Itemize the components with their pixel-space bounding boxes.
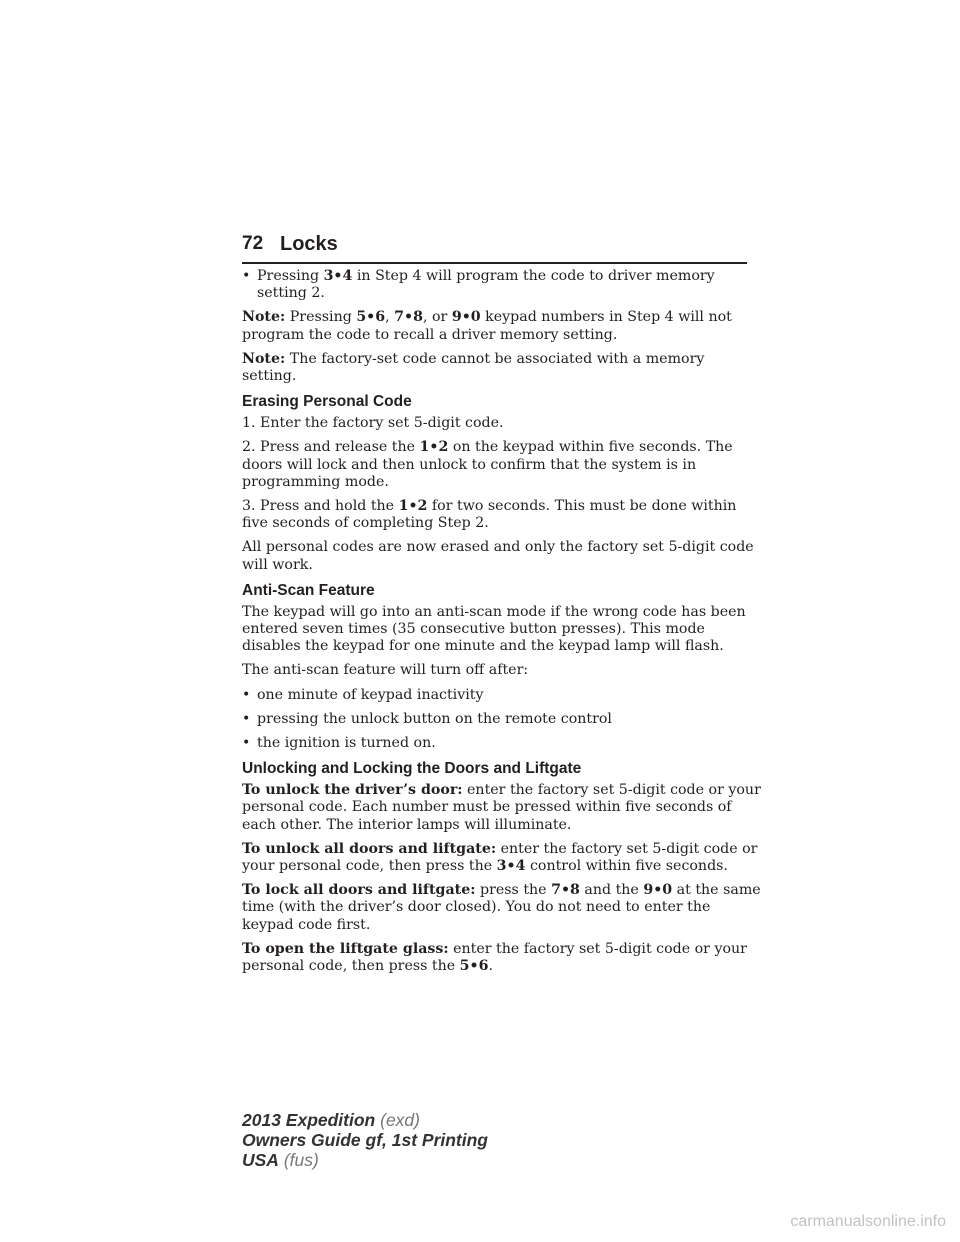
lock-all-paragraph: To lock all doors and liftgate: press the 7•8 and the 9•0 at the same time (with the driver’s door closed). You do not need to enter the keypad code first.	[242, 882, 761, 933]
page-content	[242, 268, 762, 982]
note-label: Note:	[242, 309, 286, 326]
section-title: Locks	[280, 233, 338, 255]
erasing-step-2: 2. Press and release the 1•2 on the keypad within five seconds. The doors will lock and then unlock to confirm that the system is in programming mode.	[242, 439, 733, 490]
note-label: Note:	[242, 350, 286, 367]
note-paragraph: Note: Pressing 5•6, 7•8, or 9•0 keypad numbers in Step 4 will not program the code to recall a driver memory setting.	[242, 309, 732, 343]
footer-line: Owners Guide gf, 1st Printing	[242, 1130, 488, 1150]
note-paragraph: Note: The factory-set code cannot be associated with a memory setting.	[242, 350, 705, 385]
keypad-key: 3•4	[323, 268, 353, 284]
print-footer	[242, 1110, 488, 1170]
antiscan-heading: Anti-Scan Feature	[242, 581, 375, 599]
erasing-closing: All personal codes are now erased and only the factory set 5-digit code will work.	[242, 539, 754, 573]
bullet-icon: •	[242, 710, 251, 727]
erasing-heading: Erasing Personal Code	[242, 393, 412, 411]
list-item: • the ignition is turned on.	[242, 735, 436, 752]
page-number: 72	[242, 233, 264, 254]
bullet-icon: •	[242, 686, 251, 703]
antiscan-intro: The anti-scan feature will turn off after:	[242, 662, 529, 679]
watermark: carmanualsonline.info	[790, 1213, 946, 1230]
list-item: • pressing the unlock button on the remote control	[242, 710, 612, 727]
liftgate-glass-paragraph: To open the liftgate glass: enter the factory set 5-digit code or your personal code, then press the 5•6.	[242, 940, 747, 975]
erasing-step-3: 3. Press and hold the 1•2 for two seconds. This must be done within five seconds of completing Step 2.	[242, 498, 737, 532]
bullet-icon: •	[242, 735, 251, 752]
erasing-step-1: 1. Enter the factory set 5-digit code.	[242, 415, 504, 432]
memory-bullet	[242, 268, 762, 302]
unlock-driver-paragraph: To unlock the driver’s door: enter the factory set 5-digit code or your personal code. Each number must be pressed within five seconds of each other. The interior lamps will illuminate.	[242, 782, 761, 833]
unlocking-heading: Unlocking and Locking the Doors and Liftgate	[242, 760, 582, 778]
list-item: • one minute of keypad inactivity	[242, 686, 484, 703]
footer-line: 2013 Expedition (exd)	[242, 1110, 420, 1130]
bullet-icon: •	[242, 268, 251, 284]
page-header	[242, 232, 747, 264]
footer-line: USA (fus)	[242, 1150, 319, 1170]
bullet-text: Pressing 3•4 in Step 4 will program the code to driver memory setting 2.	[257, 268, 715, 302]
antiscan-paragraph: The keypad will go into an anti-scan mode if the wrong code has been entered seven times (35 consecutive button presses). This mode disables the keypad for one minute and the keypad lamp will flash.	[242, 603, 746, 655]
unlock-all-paragraph: To unlock all doors and liftgate: enter the factory set 5-digit code or your personal code, then press the 3•4 control within five seconds.	[242, 840, 758, 875]
